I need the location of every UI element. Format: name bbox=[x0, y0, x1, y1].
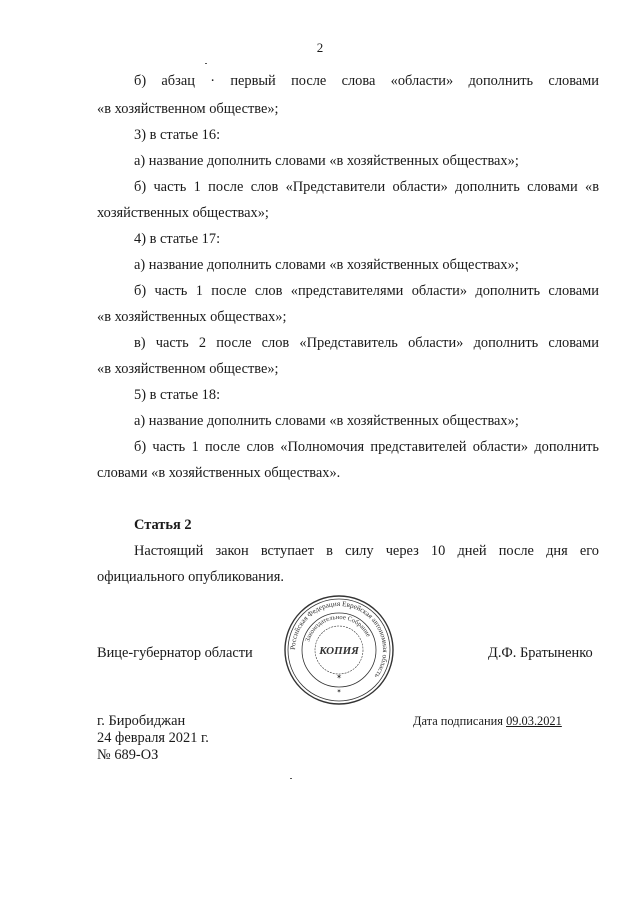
paragraph-line: 5) в статье 18: bbox=[134, 387, 221, 403]
seal-center-text: КОПИЯ bbox=[319, 645, 359, 657]
seal-inner-text: Законодательное Собрание bbox=[304, 613, 372, 643]
signing-date-value: 09.03.2021 bbox=[506, 714, 562, 728]
law-date: 24 февраля 2021 г. bbox=[97, 730, 209, 746]
city: г. Биробиджан bbox=[97, 713, 186, 729]
signer-position: Вице-губернатор области bbox=[97, 645, 253, 661]
signer-name: Д.Ф. Братыненко bbox=[488, 645, 593, 661]
paragraph-line: «в хозяйственных обществах»; bbox=[97, 309, 287, 325]
scan-speck bbox=[290, 778, 292, 779]
paragraph-line: а) название дополнить словами «в хозяйственных обществах»; bbox=[134, 413, 519, 429]
star-icon: ✶ bbox=[336, 673, 342, 681]
paragraph-line: в) часть 2 после слов «Представитель области» дополнить словами bbox=[134, 335, 599, 351]
paragraph-line: «в хозяйственном обществе»; bbox=[97, 361, 279, 377]
article-title: Статья 2 bbox=[134, 517, 192, 533]
paragraph-line: а) название дополнить словами «в хозяйственных обществах»; bbox=[134, 257, 519, 273]
paragraph-line: 4) в статье 17: bbox=[134, 231, 221, 247]
seal-outer-text: Российская Федерация Еврейская автономная область bbox=[288, 599, 390, 680]
paragraph-line: хозяйственных обществах»; bbox=[97, 205, 269, 221]
page-number: 2 bbox=[316, 40, 324, 55]
paragraph-line: «в хозяйственном обществе»; bbox=[97, 101, 279, 117]
article-text-line: официального опубликования. bbox=[97, 569, 284, 585]
paragraph-line: а) название дополнить словами «в хозяйственных обществах»; bbox=[134, 153, 519, 169]
signing-date-block bbox=[413, 714, 562, 729]
article-text-line: Настоящий закон вступает в силу через 10 дней после дня его bbox=[134, 543, 599, 559]
paragraph-line: б) часть 1 после слов «Полномочия представителей области» дополнить bbox=[134, 439, 599, 455]
law-number: № 689-ОЗ bbox=[97, 747, 159, 763]
star-icon: ✶ bbox=[336, 689, 342, 695]
official-seal bbox=[283, 594, 395, 706]
signing-date-label: Дата подписания bbox=[413, 714, 503, 728]
paragraph-line: 3) в статье 16: bbox=[134, 127, 221, 143]
paragraph-line: словами «в хозяйственных обществах». bbox=[97, 465, 341, 481]
paragraph-line: б) абзац · первый после слова «области» дополнить словами bbox=[134, 73, 599, 89]
paragraph-line: б) часть 1 после слов «Представители области» дополнить словами «в bbox=[134, 179, 599, 195]
paragraph-line: б) часть 1 после слов «представителями области» дополнить словами bbox=[134, 283, 599, 299]
scan-speck bbox=[205, 63, 207, 64]
